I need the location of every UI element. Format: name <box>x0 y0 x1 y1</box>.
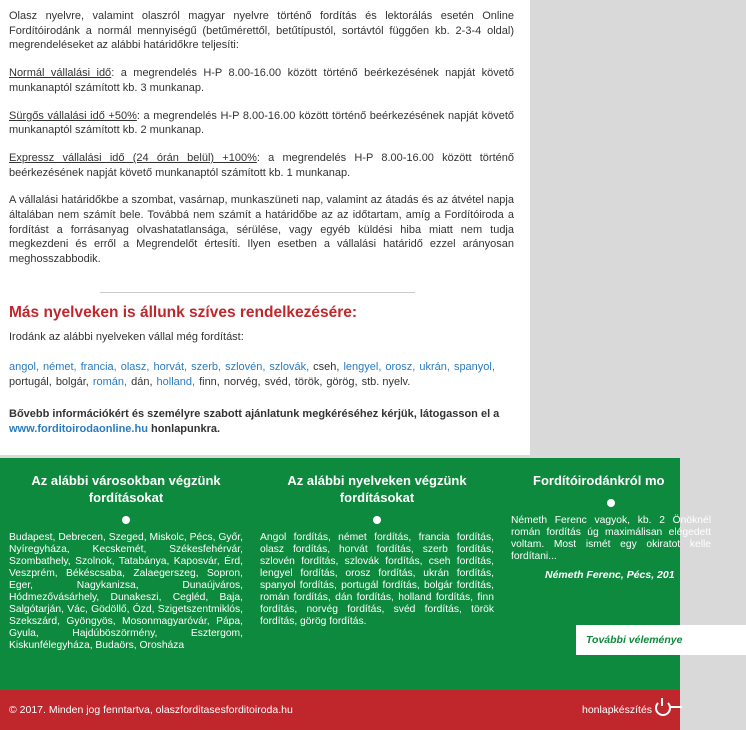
language-item[interactable]: lengyel, <box>343 361 382 373</box>
language-item: svéd, <box>264 376 291 388</box>
language-item[interactable]: szerb, <box>191 361 222 373</box>
info-text: Bővebb információkért és személyre szabott ajánlatunk megkéréséhez kérjük, látogasson el a <box>9 408 500 420</box>
language-item[interactable]: holland, <box>156 376 196 388</box>
normal-deadline-label: Normál vállalási idő <box>9 67 112 80</box>
cities-text: Budapest, Debrecen, Szeged, Miskolc, Pécs, Győr, Nyíregyháza, Kecskemét, Székesfehérvár, Szombathely, Szolnok, Tatabánya, Kaposvár, Érd, Veszprém, Békéscsaba, Zalaegerszeg, Sopron, Eger, Nagykanizsa, Dunaújváros, Hódmezővásárhely, Dunakeszi, Cegléd, Baja, Salgótarján, Vác, Gödöllő, Ózd, Szigetszentmiklós, Szekszárd, Gyöngyös, Mosonmagyaróvár, Pápa, Gyula, Hajdúböszörmény, Esztergom, Kiskunfélegyháza, Budaörs, Orosháza <box>9 532 243 651</box>
testimonial-column <box>511 458 711 646</box>
express-deadline-text: : a megrendelés H-P 8.00-16.00 között történő beérkezésének napját követő munkanaptól számított kb. 1 munkanap. <box>9 151 514 179</box>
web-design-link[interactable]: honlapkészítés <box>582 704 653 716</box>
language-item[interactable]: angol, <box>9 361 39 373</box>
more-info <box>9 407 519 437</box>
language-item[interactable]: spanyol, <box>453 361 495 373</box>
green-footer <box>0 458 711 690</box>
intro-paragraph: Olasz nyelvre, valamint olaszról magyar nyelvre történő fordítás és lektorálás esetén Online Fordítóirodánk a normál mennyiségű (betűmérettől, betűtípustól, sortávtól függően kb. 2-3-4 oldal) megrendeléseket az alábbi határidőkre teljesíti: <box>9 10 514 52</box>
language-item: görög, <box>326 376 358 388</box>
normal-deadline <box>9 66 514 95</box>
languages-column <box>260 458 494 628</box>
cities-title: Az alábbi városokban végzünk fordításokat <box>31 473 221 505</box>
bottom-bar <box>0 690 680 730</box>
main-content <box>0 0 530 455</box>
language-item: stb. nyelv. <box>361 376 411 388</box>
language-item: portugál, <box>9 376 52 388</box>
language-item[interactable]: szlovén, <box>225 361 266 373</box>
testimonial-text: Németh Ferenc vagyok, kb. 2 Önöknél román fordítás úg maximálisan elégedett voltam. Most ismét egy okiratot kelle fordítani... <box>511 515 711 562</box>
power-icon-tail <box>670 706 682 708</box>
divider <box>100 292 415 293</box>
language-item[interactable]: orosz, <box>385 361 416 373</box>
express-deadline <box>9 151 514 180</box>
language-item[interactable]: francia, <box>80 361 117 373</box>
deadline-notes: A vállalási határidőkbe a szombat, vasárnap, munkaszüneti nap, valamint az átadás és az átvétel napja általában nem számít bele. Továbbá nem számít a határidőbe az az időtartam, amíg a Fordítóiroda a fordítást a forrásanyag olvashatatlansága, sérülése, vagy egyéb küldési hiba miatt nem tudja megkezdeni és erről a Megrendelőt értesíti. Ilyen esetben a vállalási határidő ezzel arányosan meghosszabbodik. <box>9 194 514 266</box>
bullet-dot <box>122 516 130 524</box>
languages-subtitle: Irodánk az alábbi nyelveken vállal még fordítást: <box>9 331 244 343</box>
bullet-dot <box>373 516 381 524</box>
more-reviews-button[interactable]: További véleménye <box>576 625 746 655</box>
languages-column-text: Angol fordítás, német fordítás, francia fordítás, olasz fordítás, horvát fordítás, szerb fordítás, szlovén fordítás, szlovák fordítás, cseh fordítás, lengyel fordítás, orosz fordítás, ukrán fordítás, spanyol fordítás, portugál fordítás, bolgár fordítás, román fordítás, dán fordítás, holland fordítás, finn fordítás, norvég fordítás, svéd fordítás, török fordítás, görög fordítás. <box>260 532 494 627</box>
languages-list <box>9 360 514 390</box>
copyright: © 2017. Minden jog fenntartva, olaszforditasesforditoiroda.hu <box>9 704 293 716</box>
language-item[interactable]: román, <box>92 376 128 388</box>
language-item[interactable]: szlovák, <box>269 361 310 373</box>
normal-deadline-text: : a megrendelés H-P 8.00-16.00 között történő beérkezésének napját követő munkanaptól számított kb. 3 munkanap. <box>9 67 515 94</box>
testimonial-title: Fordítóirodánkról mo <box>533 473 665 488</box>
languages-title: Más nyelveken is állunk szíves rendelkezésére: <box>9 304 358 321</box>
cities-column <box>9 458 243 652</box>
language-item: bolgár, <box>55 376 89 388</box>
bullet-dot <box>607 499 615 507</box>
language-item[interactable]: ukrán, <box>419 361 450 373</box>
language-item[interactable]: horvát, <box>153 361 188 373</box>
language-item: cseh, <box>313 361 340 373</box>
intro-text <box>9 9 514 280</box>
info-suffix: honlapunkra. <box>147 423 221 435</box>
testimonial-signature: Németh Ferenc, Pécs, 201 <box>545 569 675 581</box>
language-item: dán, <box>131 376 153 388</box>
power-icon <box>655 700 671 716</box>
urgent-deadline-text: : a megrendelés H-P 8.00-16.00 között történő beérkezésének napját követő munkanaptól számított kb. 2 munkanap. <box>9 109 514 137</box>
languages-column-title: Az alábbi nyelveken végzünk fordításokat <box>287 473 467 505</box>
language-item[interactable]: olasz, <box>120 361 150 373</box>
language-item[interactable]: német, <box>42 361 77 373</box>
language-item: török, <box>294 376 323 388</box>
express-deadline-label: Expressz vállalási idő (24 órán belül) +100% <box>9 151 257 164</box>
language-item: finn, <box>199 376 220 388</box>
urgent-deadline-label: Sürgős vállalási idő +50% <box>9 109 137 122</box>
website-link[interactable]: www.forditoirodaonline.hu <box>9 423 148 435</box>
language-item: norvég, <box>223 376 261 388</box>
urgent-deadline <box>9 109 514 138</box>
power-icon-line <box>661 698 663 706</box>
